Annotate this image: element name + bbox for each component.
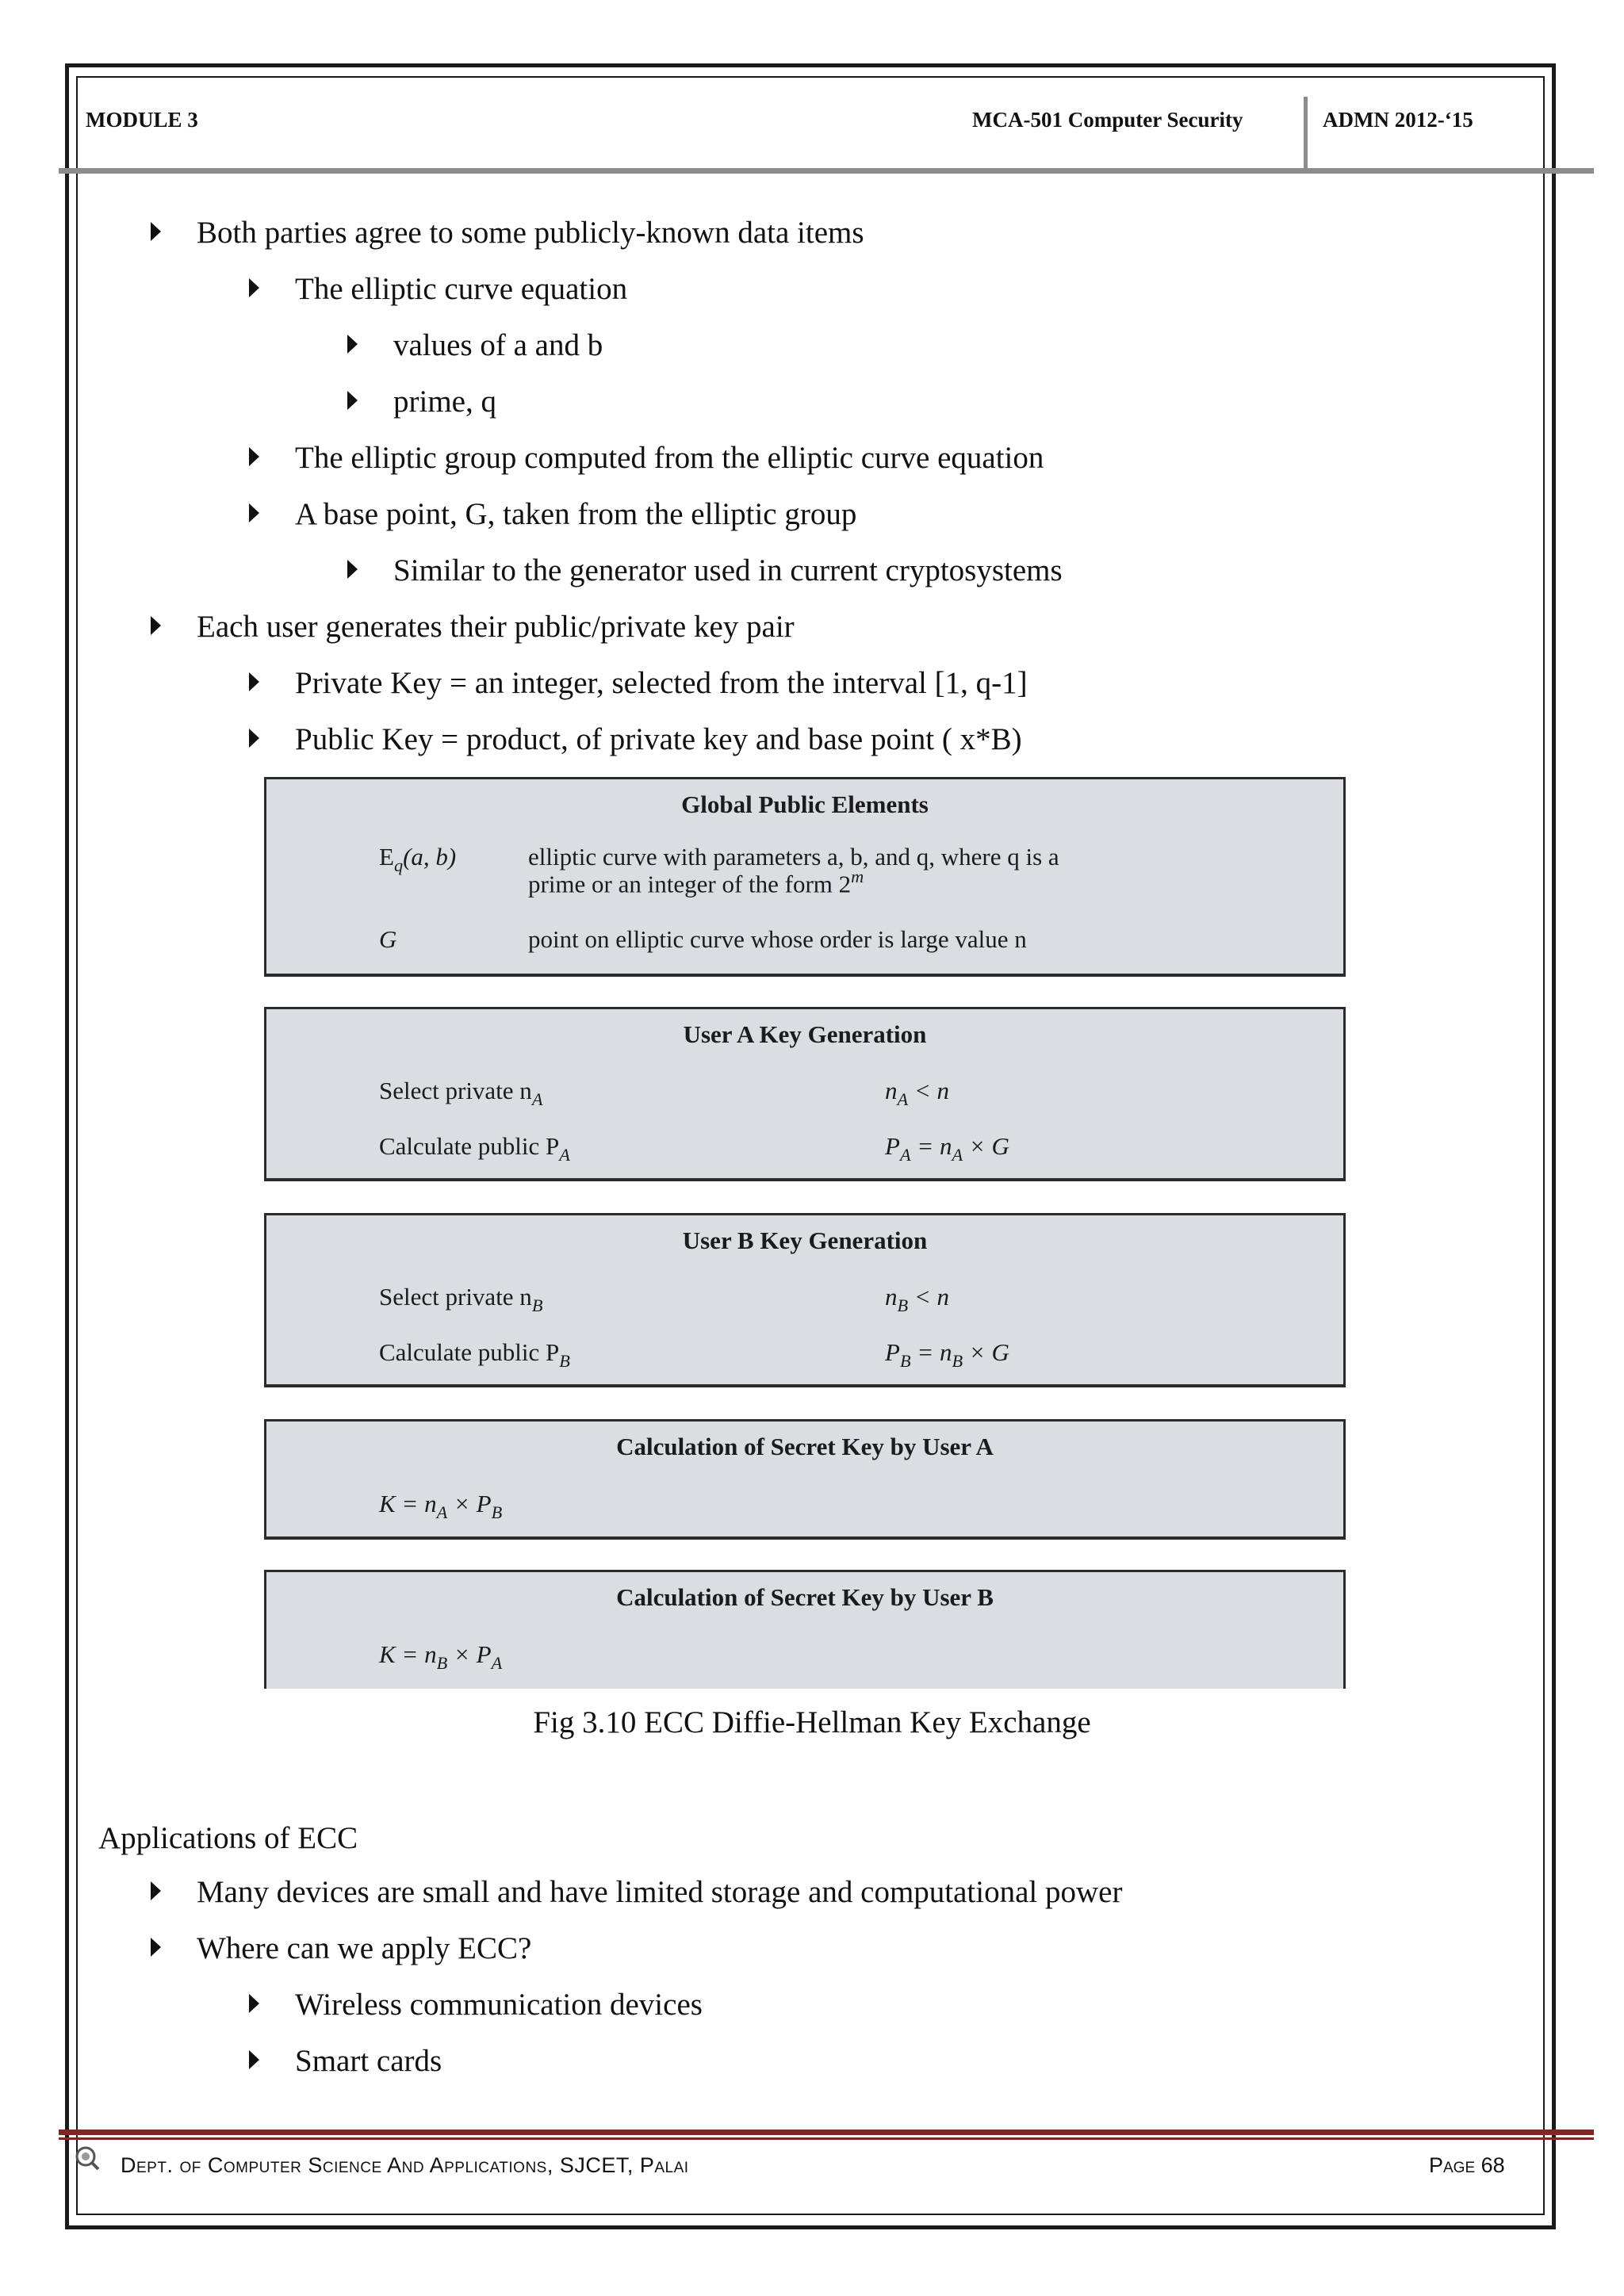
footer-rule: [59, 2130, 1594, 2135]
header-rule: [59, 168, 1594, 174]
figure-user-a-key-generation: [264, 1007, 1346, 1181]
secret-key-formula: $K = n_B \times P_A$: [379, 1640, 503, 1673]
eq-description-line1: elliptic curve with parameters a, b, and q, where q is a: [528, 843, 1059, 871]
bullet-arrow-icon: [249, 278, 259, 297]
secret-key-formula: $K = n_A \times P_B$: [379, 1490, 503, 1522]
figure-box-title: User B Key Generation: [682, 1226, 928, 1254]
eq-description-line2: prime or an integer of the form 2$^m$: [528, 867, 864, 898]
figure-box-title: Calculation of Secret Key by User B: [616, 1583, 994, 1611]
g-description: point on elliptic curve whose order is large value n: [528, 925, 1027, 953]
g-label: G: [379, 925, 397, 953]
figure-global-public-elements: [264, 777, 1346, 977]
college-logo-icon: [73, 2144, 100, 2171]
header-divider: [1304, 97, 1308, 171]
bullet-arrow-icon: [249, 729, 259, 748]
footer-department: Dept. of Computer Science And Applications, SJCET, Palai: [121, 2153, 689, 2177]
figure-box-title: User A Key Generation: [683, 1020, 927, 1048]
header-module: MODULE 3: [86, 108, 198, 132]
bullet-arrow-icon: [249, 503, 259, 522]
calculate-public-value: $P_A = n_A \times G$: [885, 1132, 1009, 1165]
bullet-arrow-icon: [347, 391, 358, 410]
bullet-arrow-icon: [249, 1994, 259, 2013]
calculate-public-label: Calculate public $P_A$: [379, 1132, 570, 1165]
bullet-arrow-icon: [151, 1938, 161, 1957]
section-heading: Applications of ECC: [98, 1821, 358, 1855]
bullet-arrow-icon: [249, 447, 259, 466]
calculate-public-value: $P_B = n_B \times G$: [885, 1338, 1009, 1371]
bullet-arrow-icon: [249, 672, 259, 691]
figure-box-title: Global Public Elements: [681, 790, 929, 818]
calculate-public-label: Calculate public $P_B$: [379, 1338, 570, 1371]
eq-label: $E_q(a$, b): [379, 843, 457, 875]
header-batch: ADMN 2012-‘15: [1323, 108, 1473, 132]
footer-page-number: Page 68: [1429, 2153, 1505, 2177]
bullet-arrow-icon: [151, 616, 161, 635]
figure-box-title: Calculation of Secret Key by User A: [616, 1433, 994, 1460]
select-private-value: $n_A < n$: [885, 1077, 950, 1109]
figure-secret-key-user-b: [264, 1570, 1346, 1689]
select-private-label: Select private $n_A$: [379, 1077, 543, 1109]
figure-caption: Fig 3.10 ECC Diffie-Hellman Key Exchange: [533, 1705, 1091, 1739]
figure-user-b-key-generation: [264, 1213, 1346, 1387]
select-private-label: Select private $n_B$: [379, 1283, 543, 1315]
bullet-arrow-icon: [151, 1881, 161, 1900]
header-course: MCA-501 Computer Security: [972, 108, 1243, 132]
bullet-arrow-icon: [249, 2050, 259, 2069]
bullet-arrow-icon: [347, 335, 358, 354]
bullet-arrow-icon: [151, 222, 161, 241]
select-private-value: $n_B < n$: [885, 1283, 950, 1315]
figure-secret-key-user-a: [264, 1419, 1346, 1540]
bullet-arrow-icon: [347, 560, 358, 579]
footer-rule-thin: [59, 2137, 1594, 2140]
